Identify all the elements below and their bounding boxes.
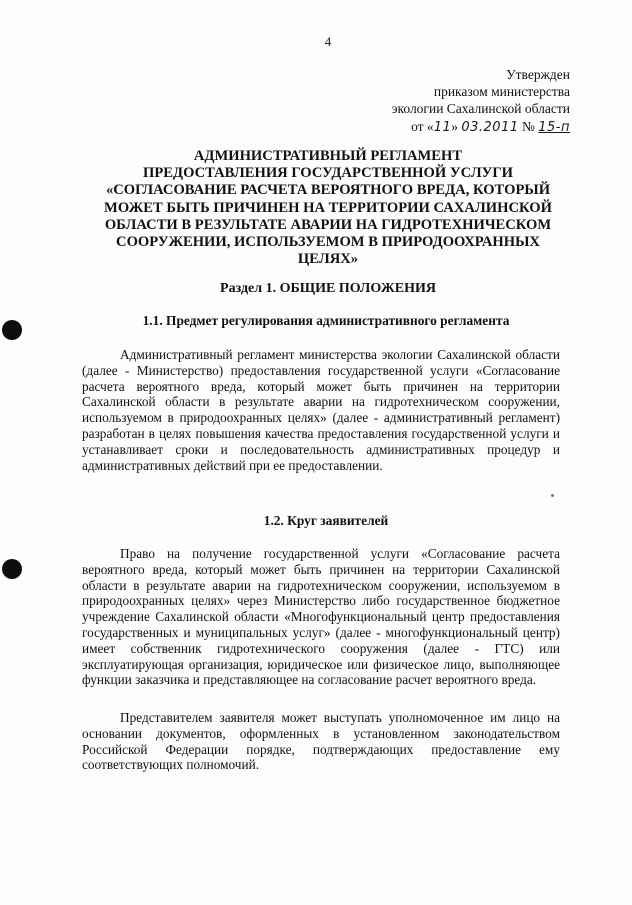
order-number-label: №	[518, 119, 539, 134]
approval-line-1: Утвержден	[506, 67, 570, 82]
order-prefix: от «	[411, 119, 434, 134]
approval-stamp-block	[310, 66, 570, 136]
approval-line-2: приказом министерства	[433, 84, 570, 99]
title-line: ОБЛАСТИ В РЕЗУЛЬТАТЕ АВАРИИ НА ГИДРОТЕХНИЧЕСКОМ	[104, 216, 552, 233]
section-heading: Раздел 1. ОБЩИЕ ПОЛОЖЕНИЯ	[220, 281, 436, 296]
title-line: ЦЕЛЯХ»	[297, 251, 359, 268]
paragraph-1-1: Административный регламент министерства экологии Сахалинской области (далее - Министерство) предоставления государственной услуги «Согласование расчета вероятного вреда, который может быть причинен на территории Сахалинской области в результате аварии на гидротехническом сооружении, используемом в природоохранных целях» (далее - административный регламент) разработан в целях повышения качества предоставления государственной услуги и устанавливает сроки и последовательность административных процедур и административных действий при ее предоставлении.	[82, 347, 560, 473]
approval-order-line	[310, 118, 570, 136]
order-number-handwritten: 15-п	[538, 120, 570, 135]
title-line: СООРУЖЕНИИ, ИСПОЛЬЗУЕМОМ В ПРИРОДООХРАННЫХ	[116, 234, 540, 251]
scan-speck	[551, 494, 554, 497]
punch-hole	[2, 320, 22, 340]
page-number: 4	[324, 34, 332, 49]
approval-line-3: экологии Сахалинской области	[391, 101, 570, 116]
paragraph-1-2-a: Право на получение государственной услуги «Согласование расчета вероятного вреда, который может быть причинен на территории Сахалинской области в результате аварии на гидротехническом сооружении, используемом в природоохранных целях» через Министерство либо государственное бюджетное учреждение Сахалинской области «Многофункциональный центр предоставления государственных и муниципальных услуг» (далее - многофункциональный центр) имеет собственник гидротехнического сооружения (далее - ГТС) или эксплуатирующая организация, юридическое или физическое лицо, выполняющее функции заказчика и представляющее на согласование расчет вероятного вреда.	[82, 546, 560, 688]
order-day-handwritten: 11	[433, 120, 452, 135]
subsection-heading-1-2: 1.2. Круг заявителей	[263, 513, 389, 528]
title-line: МОЖЕТ БЫТЬ ПРИЧИНЕН НА ТЕРРИТОРИИ САХАЛИНСКОЙ	[104, 199, 552, 216]
paragraph-1-2-b: Представителем заявителя может выступать уполномоченное им лицо на основании документов, оформленных в установленном законодательством Российской Федерации порядке, подтверждающих предоставление ему соответствующих полномочий.	[82, 710, 560, 773]
title-line: «СОГЛАСОВАНИЕ РАСЧЕТА ВЕРОЯТНОГО ВРЕДА, КОТОРЫЙ	[105, 182, 551, 199]
title-line: АДМИНИСТРАТИВНЫЙ РЕГЛАМЕНТ	[193, 148, 463, 164]
document-title	[88, 148, 568, 268]
order-mid: »	[451, 119, 462, 134]
order-date-handwritten: 03.2011	[461, 120, 519, 135]
subsection-heading-1-1: 1.1. Предмет регулирования административного регламента	[142, 313, 510, 328]
title-line: ПРЕДОСТАВЛЕНИЯ ГОСУДАРСТВЕННОЙ УСЛУГИ	[143, 165, 513, 182]
punch-hole	[2, 559, 22, 579]
